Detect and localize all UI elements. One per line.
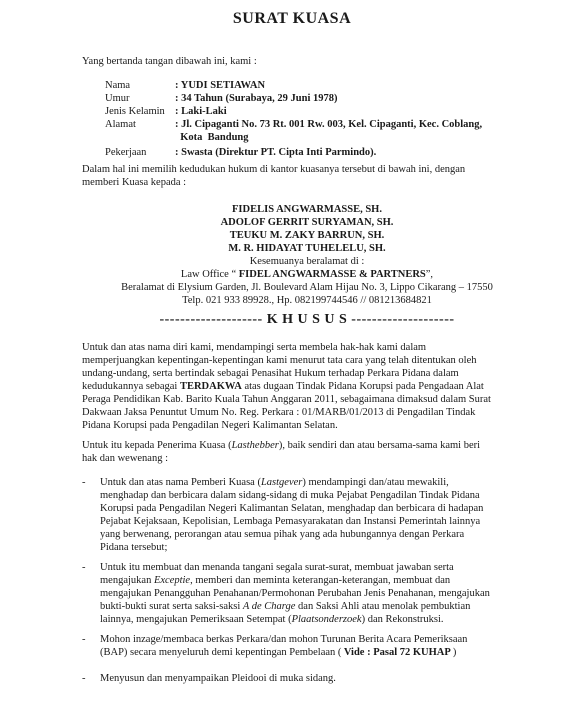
paragraph-line: Menyusun dan menyampaikan Pleidooi di muka sidang.: [100, 673, 336, 684]
paragraph-line: [82, 439, 532, 452]
legal-reference: Vide : Pasal 72 KUHAP: [341, 647, 453, 658]
attorney-name: FIDELIS ANGWARMASSE, SH.: [232, 204, 382, 215]
paragraph-line: Pejabat Kejaksaan, Kepolisian, Lembaga Pemasyarakatan dan Instansi Pemerintah lainnya: [100, 516, 481, 527]
authority-paragraph: [82, 439, 532, 465]
list-bullet: -: [82, 673, 86, 684]
identity-label: Pekerjaan: [105, 147, 147, 158]
paragraph-line: Untuk itu membuat dan menanda tangani segala surat-surat, membuat jawaban serta: [100, 562, 454, 573]
paragraph-line: Untuk dan atas nama diri kami, mendampingi serta membela hak-hak kami dalam: [82, 342, 427, 353]
identity-label: Jenis Kelamin: [105, 106, 165, 117]
identity-value: : YUDI SETIAWAN: [175, 80, 266, 91]
identity-label: Umur: [105, 93, 130, 104]
paragraph-line: Pidana Korupsi pada Pengadilan Negeri Kalimantan Selatan.: [82, 420, 338, 431]
list-item: [100, 476, 532, 554]
attorney-list: [82, 203, 532, 255]
office-name: FIDEL ANGWARMASSE & PARTNERS: [238, 269, 426, 280]
identity-row-address: [105, 118, 482, 131]
office-intro: Kesemuanya beralamat di :: [249, 256, 365, 267]
list-item: [100, 633, 532, 659]
identity-label: Nama: [105, 80, 131, 91]
capacity-paragraph: [82, 163, 532, 189]
document-title: SURAT KUASA: [232, 10, 352, 27]
paragraph-line: Korupsi pada Pengadilan Negeri Kalimantan Selatan, menghadap dan berbicara di hadapan: [100, 503, 484, 514]
italic-term: Lastgever: [260, 477, 303, 488]
paragraph-line: [100, 646, 532, 659]
identity-value: : Laki-Laki: [175, 106, 227, 117]
paragraph-line: [100, 613, 532, 626]
paragraph-line: menghadap dan berbicara dalam sidang-sidang di muka Pejabat Pengadilan Tindak Pidana: [100, 490, 480, 501]
office-phone: Telp. 021 933 89928., Hp. 082199744546 // 081213684821: [182, 295, 432, 306]
text-run: bukti-bukti surat serta saksi-saksi: [100, 601, 243, 612]
text-run: (BAP) secara menyeluruh demi kepentingan Pembelaan (: [100, 647, 342, 658]
text-run: mengajukan: [100, 575, 154, 586]
italic-term: Plaatsonderzoek: [291, 614, 362, 625]
italic-term: Exceptie: [153, 575, 191, 586]
identity-row-address-cont: [105, 131, 482, 144]
attorney-name: TEUKU M. ZAKY BARRUN, SH.: [229, 230, 385, 241]
paragraph-line: mengajukan Penangguhan Penahanan/Permohonan Perubahan Jenis Penahanan, mengajukan: [100, 588, 490, 599]
paragraph-line: [100, 476, 532, 489]
text-run: atas dugaan Tindak Pidana Korupsi pada Pengadaan Alat: [241, 381, 484, 392]
identity-table: [105, 79, 482, 159]
identity-value: Kota Bandung: [175, 132, 249, 143]
office-name-suffix: ”,: [425, 269, 434, 280]
identity-value: : Jl. Cipaganti No. 73 Rt. 001 Rw. 003, Kel. Cipaganti, Kec. Coblang,: [175, 119, 483, 130]
list-bullet: -: [82, 634, 86, 645]
italic-term: A de Charge: [242, 601, 296, 612]
list-item: [100, 672, 532, 685]
capacity-line: memberi Kuasa kepada :: [82, 177, 187, 188]
khusus-heading: -------------------- K H U S U S --------------------: [159, 312, 455, 327]
office-address: Beralamat di Elysium Garden, Jl. Boulevard Alam Hijau No. 3, Lippo Cikarang – 17550: [121, 282, 493, 293]
text-run: ) dan Rekonstruksi.: [361, 614, 444, 625]
text-run: , memberi dan meminta keterangan-keterangan, membuat dan: [190, 575, 451, 586]
identity-row-gender: [105, 105, 482, 118]
identity-row-name: [105, 79, 482, 92]
italic-term: Lasthebber: [231, 440, 279, 451]
paragraph-line: Peraga Pendidikan Kab. Barito Kuala Tahun Anggaran 2011, sebagaimana dimaksud dalam Surat: [82, 394, 491, 405]
paragraph-line: hak dan wewenang :: [82, 453, 169, 464]
list-bullet: -: [82, 562, 86, 573]
paragraph-line: memperjuangkan kepentingan-kepentingan kami menurut tata cara yang telah ditentukan oleh: [82, 355, 477, 366]
identity-value: : 34 Tahun (Surabaya, 29 Juni 1978): [175, 93, 338, 104]
mandate-paragraph: [82, 341, 532, 432]
text-run: ) mendampingi dan/atau mewakili,: [302, 477, 449, 488]
text-run: lainnya, mengajukan Pemeriksaan Setempat (: [100, 614, 292, 625]
identity-row-age: [105, 92, 482, 105]
paragraph-line: Dakwaan Jaksa Penuntut Umum No. Reg. Perkara : 01/MARB/01/2013 di Pengadilan Tindak: [82, 407, 476, 418]
text-run: ), baik sendiri dan atau bersama-sama kami beri: [278, 440, 481, 451]
text-run: kedudukannya sebagai: [82, 381, 180, 392]
attorney-name: M. R. HIDAYAT TUHELELU, SH.: [228, 243, 386, 254]
intro-text: Yang bertanda tangan dibawah ini, kami :: [82, 56, 257, 67]
identity-row-occupation: [105, 146, 482, 159]
list-item: [100, 561, 532, 626]
paragraph-line: [100, 600, 532, 613]
text-run: dan Saksi Ahli atau menolak pembuktian: [295, 601, 471, 612]
office-name-prefix: Law Office “: [180, 269, 239, 280]
paragraph-line: [100, 574, 532, 587]
office-address-block: [82, 255, 532, 307]
identity-label: Alamat: [105, 119, 136, 130]
identity-label: [105, 131, 175, 144]
identity-value: : Swasta (Direktur PT. Cipta Inti Parmindo).: [175, 147, 377, 158]
paragraph-line: undang-undang, serta bertindak sebagai Penasihat Hukum terhadap Perkara Pidana dalam: [82, 368, 459, 379]
defendant-status: TERDAKWA: [179, 381, 242, 392]
paragraph-line: Mohon inzage/membaca berkas Perkara/dan mohon Turunan Berita Acara Pemeriksaan: [100, 634, 468, 645]
text-run: Untuk itu kepada Penerima Kuasa (: [82, 440, 232, 451]
capacity-line: Dalam hal ini memilih kedudukan hukum di kantor kuasanya tersebut di bawah ini, dengan: [82, 164, 466, 175]
office-name-line: [82, 268, 532, 281]
text-run: Untuk dan atas nama Pemberi Kuasa (: [100, 477, 261, 488]
list-bullet: -: [82, 477, 86, 488]
paragraph-line: Pidana tersebut;: [100, 542, 168, 553]
paragraph-line: [82, 380, 532, 393]
attorney-name: ADOLOF GERRIT SURYAMAN, SH.: [220, 217, 394, 228]
text-run: ): [452, 647, 457, 658]
paragraph-line: yang berwenang, perorangan atau semua pihak yang ada hubungannya dengan Perkara: [100, 529, 465, 540]
